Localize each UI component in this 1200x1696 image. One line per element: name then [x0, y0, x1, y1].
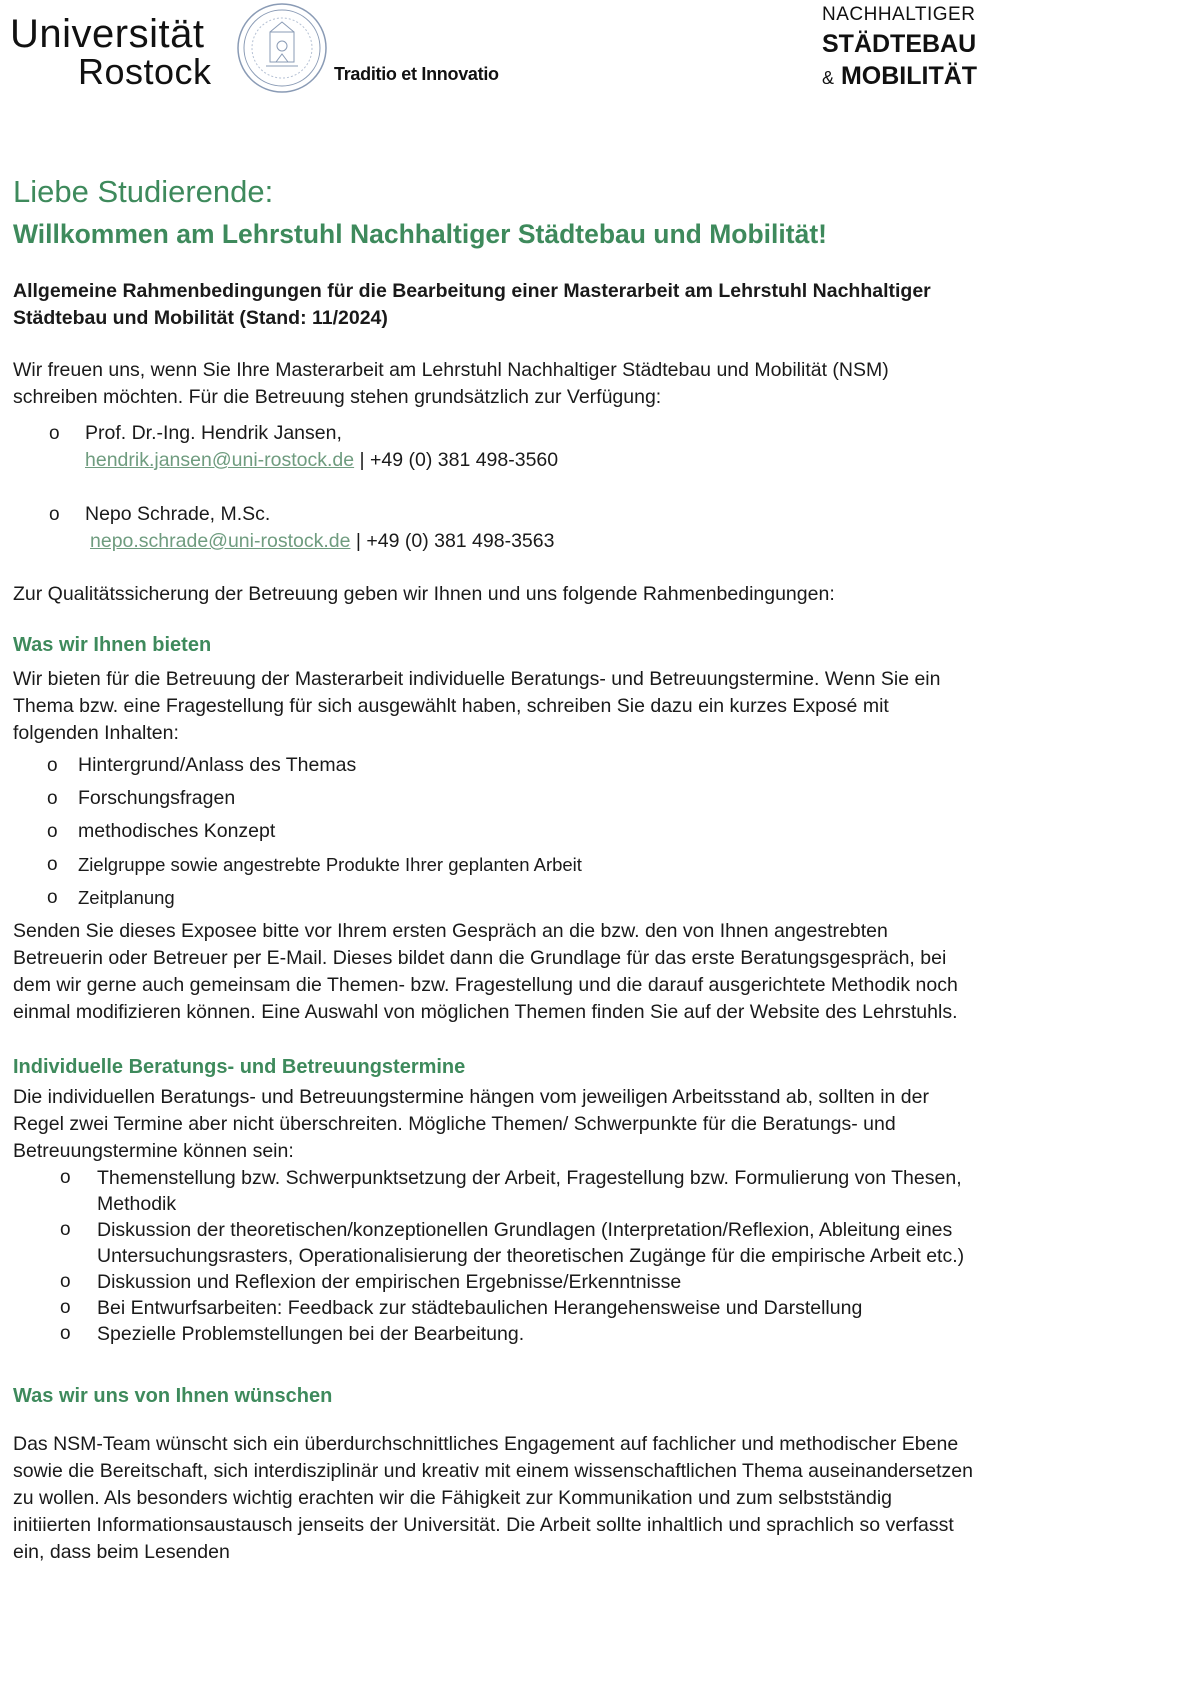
list-item-text: Zeitplanung: [78, 887, 175, 908]
document-body: [13, 172, 973, 1566]
list-item: [13, 782, 973, 815]
list-item-text: Bei Entwurfsarbeiten: Feedback zur städtebaulichen Herangehensweise und Darstellung: [97, 1297, 863, 1319]
bullet: o: [60, 1219, 71, 1240]
contact-item: [13, 501, 973, 555]
meeting-topics-list: [13, 1165, 973, 1347]
list-item-text: Themenstellung bzw. Schwerpunktsetzung der Arbeit, Fragestellung bzw. Formulierung von Thesen, Methodik: [97, 1167, 962, 1215]
nsm-logo-line3: [822, 60, 977, 94]
bullet: o: [60, 1167, 71, 1188]
nsm-logo: [822, 2, 977, 94]
contact-phone: | +49 (0) 381 498-3560: [359, 449, 559, 471]
university-logo: [10, 14, 212, 90]
university-tagline: Traditio et Innovatio: [334, 64, 499, 84]
list-item-text: Spezielle Problemstellungen bei der Bearbeitung.: [97, 1323, 525, 1345]
university-name-line1: Universität: [10, 12, 205, 56]
section-title-meetings: Individuelle Beratungs- und Betreuungstermine: [13, 1056, 466, 1078]
list-item-text: Diskussion und Reflexion der empirischen Ergebnisse/Erkenntnisse: [97, 1271, 682, 1293]
contact-item: [13, 420, 973, 474]
nsm-logo-line2: STÄDTEBAU: [822, 30, 977, 58]
nsm-logo-ampersand: &: [822, 68, 835, 88]
university-name-line2: Rostock: [78, 51, 212, 92]
contact-email-link[interactable]: hendrik.jansen@uni-rostock.de: [85, 449, 355, 471]
list-item: [13, 848, 973, 881]
bullet: o: [47, 755, 58, 776]
contact-name: Nepo Schrade, M.Sc.: [85, 503, 271, 525]
list-item: [13, 1321, 973, 1347]
list-item: [13, 749, 973, 782]
bullet: o: [60, 1323, 71, 1344]
contact-phone: | +49 (0) 381 498-3563: [355, 530, 555, 552]
intro-paragraph: Wir freuen uns, wenn Sie Ihre Masterarbeit am Lehrstuhl Nachhaltiger Städtebau und Mobilität (NSM) schreiben möchten. Für die Betreuung stehen grundsätzlich zur Verfügung:: [13, 359, 889, 408]
nsm-logo-line1: NACHHALTIGER: [822, 4, 976, 25]
list-item: [13, 1165, 973, 1217]
expose-paragraph: Senden Sie dieses Exposee bitte vor Ihrem ersten Gespräch an die bzw. den von Ihnen angestrebten Betreuerin oder Betreuer per E-Mail. Dieses bildet dann die Grundlage für das erste Beratungsgespräch, bei dem wir gerne auch gemeinsam die Themen- bzw. Fragestellung und die darauf ausgerichtete Methodik noch einmal modifizieren können. Eine Auswahl von möglichen Themen finden Sie auf der Website des Lehrstuhls.: [13, 920, 958, 1023]
contact-list: [13, 420, 973, 555]
section-title-wishes: Was wir uns von Ihnen wünschen: [13, 1385, 333, 1407]
list-item: [13, 1217, 973, 1269]
bullet: o: [47, 821, 58, 842]
list-item: [13, 881, 973, 914]
list-item-text: Diskussion der theoretischen/konzeptionellen Grundlagen (Interpretation/Reflexion, Ableitung eines Untersuchungsrasters, Operationalisierung der theoretischen Zugänge für die empirische Arbeit etc.): [97, 1219, 965, 1267]
quality-paragraph: Zur Qualitätssicherung der Betreuung geben wir Ihnen und uns folgende Rahmenbedingungen:: [13, 583, 835, 605]
list-item: [13, 1269, 973, 1295]
bullet: o: [47, 854, 58, 875]
bullet: o: [60, 1271, 71, 1292]
contact-name: Prof. Dr.-Ing. Hendrik Jansen,: [85, 422, 342, 444]
welcome-heading: Willkommen am Lehrstuhl Nachhaltiger Städtebau und Mobilität!: [13, 219, 827, 249]
expose-contents-list: [13, 749, 973, 914]
section-title-offer: Was wir Ihnen bieten: [13, 634, 212, 656]
list-item-text: Forschungsfragen: [78, 787, 236, 809]
list-item-text: Hintergrund/Anlass des Themas: [78, 754, 357, 776]
bullet: o: [60, 1297, 71, 1318]
contact-email-link[interactable]: nepo.schrade@uni-rostock.de: [90, 530, 351, 552]
meetings-paragraph: Die individuellen Beratungs- und Betreuungstermine hängen vom jeweiligen Arbeitsstand ab, sollten in der Regel zwei Termine aber nicht überschreiten. Mögliche Themen/ Schwerpunkte für die Beratungs- und Betreuungstermine können sein:: [13, 1086, 929, 1162]
list-item: [13, 815, 973, 848]
conditions-heading: Allgemeine Rahmenbedingungen für die Bearbeitung einer Masterarbeit am Lehrstuhl Nachhaltiger Städtebau und Mobilität (Stand: 11/2024): [13, 280, 931, 329]
greeting: Liebe Studierende:: [13, 174, 274, 209]
bullet: o: [47, 887, 58, 908]
bullet: o: [47, 788, 58, 809]
bullet: o: [49, 504, 60, 525]
list-item-text: Zielgruppe sowie angestrebte Produkte Ihrer geplanten Arbeit: [78, 854, 582, 875]
bullet: o: [49, 423, 60, 444]
offer-paragraph: Wir bieten für die Betreuung der Masterarbeit individuelle Beratungs- und Betreuungstermine. Wenn Sie ein Thema bzw. eine Fragestellung für sich ausgewählt haben, schreiben Sie dazu ein kurzes Exposé mit folgenden Inhalten:: [13, 668, 941, 744]
list-item: [13, 1295, 973, 1321]
wishes-paragraph: Das NSM-Team wünscht sich ein überdurchschnittliches Engagement auf fachlicher und methodischer Ebene sowie die Bereitschaft, sich interdisziplinär und kreativ mit einem wissenschaftlichen Thema auseinandersetzen zu wollen. Als besonders wichtig erachten wir die Fähigkeit zur Kommunikation und zum selbstständig initiierten Informationsaustausch jenseits der Universität. Die Arbeit sollte inhaltlich und sprachlich so verfasst ein, dass beim Lesenden: [13, 1433, 973, 1563]
nsm-logo-mobility: MOBILITÄT: [840, 62, 978, 90]
list-item-text: methodisches Konzept: [78, 820, 276, 842]
university-seal-icon: [236, 2, 328, 94]
